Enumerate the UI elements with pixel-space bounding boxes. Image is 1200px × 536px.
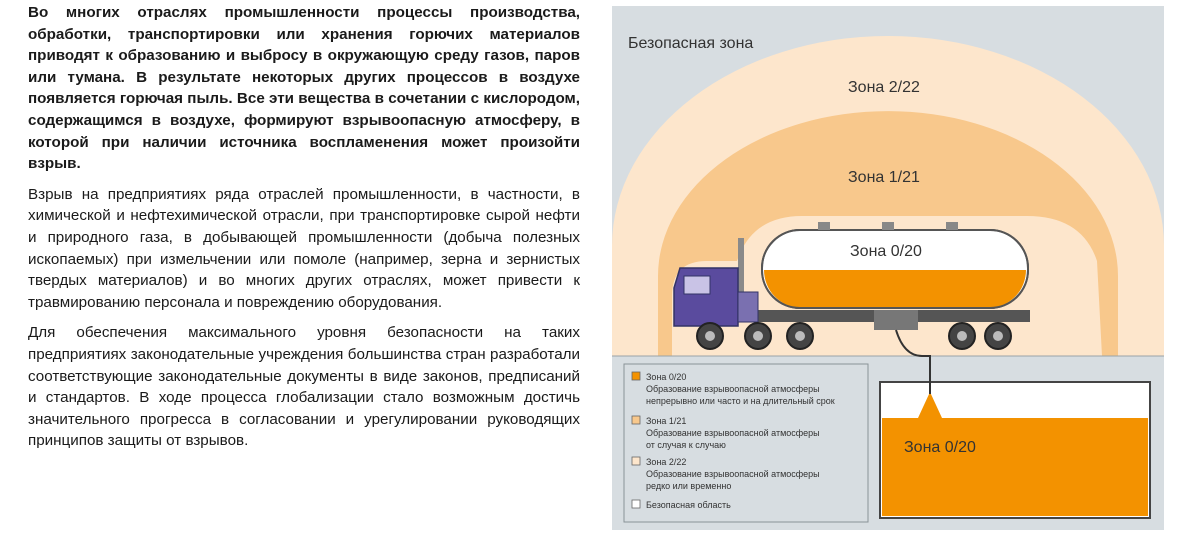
legend-desc1-zone-1: Образование взрывоопасной атмосферы bbox=[646, 428, 820, 438]
legend-swatch-zone-2 bbox=[632, 457, 640, 465]
hazard-zones-svg bbox=[612, 6, 1164, 530]
legislation-paragraph: Для обеспечения максимального уровня безопасности на таких предприятиях законодательные учреждения большинства стран разработали соответствующие законодательные документы в виде законов, предписаний и стандартов. В ходе процесса глобализации стало возможным достичь значительного прогресса в согласовании и урегулировании руководящих принципов защиты от взрывов. bbox=[28, 324, 580, 450]
legend bbox=[624, 364, 868, 522]
legend-title-zone-0: Зона 0/20 bbox=[646, 372, 687, 382]
container-zone-0-20-label: Зона 0/20 bbox=[904, 439, 976, 456]
legend-desc2-zone-1: от случая к случаю bbox=[646, 440, 726, 450]
legend-title-zone-1: Зона 1/21 bbox=[646, 416, 687, 426]
tank-zone-0-20-label: Зона 0/20 bbox=[850, 243, 922, 260]
legend-swatch-zone-0 bbox=[632, 372, 640, 380]
tank-liquid bbox=[764, 270, 1026, 308]
legend-desc1-zone-0: Образование взрывоопасной атмосферы bbox=[646, 384, 820, 394]
zone-1-21-label: Зона 1/21 bbox=[848, 169, 920, 186]
legend-swatch-safe bbox=[632, 500, 640, 508]
hazard-zones-diagram bbox=[612, 6, 1164, 530]
legend-desc2-zone-0: непрерывно или часто и на длительный срок bbox=[646, 396, 835, 406]
explosion-risk-paragraph: Взрыв на предприятиях ряда отраслей промышленности, в частности, в химической и нефтехимической отрасли, при транспортировке сырой нефти и природного газа, в добывающей промышленности (добыча полезных ископаемых) при измельчении или помоле (например, зерна и зернистых твердых материалов) и во многих других отраслях, может привести к травмированию персонала и повреждению оборудования. bbox=[28, 185, 580, 311]
legend-title-safe: Безопасная область bbox=[646, 500, 731, 510]
legend-desc1-zone-2: Образование взрывоопасной атмосферы bbox=[646, 469, 820, 479]
legend-swatch-zone-1 bbox=[632, 416, 640, 424]
zone-2-22-label: Зона 2/22 bbox=[848, 79, 920, 96]
legend-title-zone-2: Зона 2/22 bbox=[646, 457, 687, 467]
safe-zone-label: Безопасная зона bbox=[628, 35, 754, 52]
legend-desc2-zone-2: редко или временно bbox=[646, 481, 732, 491]
intro-paragraph: Во многих отраслях промышленности процессы производства, обработки, транспортировки или хранения горючих материалов приводят к образованию и выбросу в окружающую среду газов, паров или тумана. В результате некоторых других процессов в воздухе появляется горючая пыль. Все эти вещества в сочетании с кислородом, содержащимся в воздухе, формируют взрывоопасную атмосферу, в которой при наличии источника воспламенения может произойти взрыв. bbox=[28, 4, 580, 173]
article-text bbox=[28, 2, 580, 452]
